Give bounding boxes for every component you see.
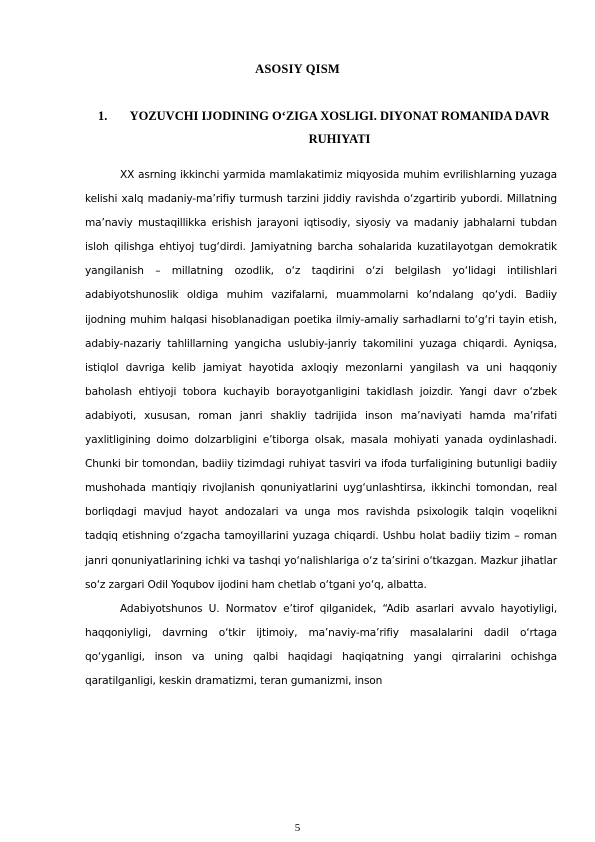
chapter-heading [98, 105, 558, 151]
paragraph: XX asrning ikkinchi yarmida mamlakatimiz miqyosida muhim evrilishlarning yuzaga kelishi xalq madaniy-ma’rifiy turmush tarzini jiddiy ravishda o‘zgartirib yubordi. Millatning ma’naviy mustaqillikka erishish jarayoni iqtisodiy, siyosiy va madaniy jabhalarni tubdan isloh qilishga ehtiyoj tug‘dirdi. Jamiyatning barcha sohalarida kuzatilayotgan demokratik yangilanish – millatning ozodlik, o‘z taqdirini o‘zi belgilash yo‘lidagi intilishlari adabiyotshunoslik oldiga muhim vazifalarni, muammolarni ko‘ndalang qo‘ydi. Badiiy ijodning muhim halqasi hisoblanadigan poetika ilmiy-amaliy sarhadlarni to‘g‘ri tayin etish, adabiy-nazariy tahlillarning yangicha uslubiy-janriy takomilini yuzaga chiqardi. Ayniqsa, istiqlol davriga kelib jamiyat hayotida axloqiy mezonlarni yangilash va uni haqqoniy baholash ehtiyoji tobora kuchayib borayotganligini takidlash joizdir. Yangi davr o‘zbek adabiyoti, xususan, roman janri shakliy tadrijida inson ma’naviyati hamda ma’rifati yaxlitligining doimo dolzarbligini e’tiborga olsak, masala mohiyati yanada oydinlashadi. Chunki bir tomondan, badiiy tizimdagi ruhiyat tasviri va ifoda turfaligining butunligi badiiy mushohada mantiqiy rivojlanish qonuniyatlarini uyg‘unlashtirsa, ikkinchi tomondan, real borliqdagi mavjud hayot andozalari va unga mos ravishda psixologik talqin voqelikni tadqiq etishning o‘zgacha tamoyillarini yuzaga chiqardi. Ushbu holat badiiy tizim – roman janri qonuniyatlarining ichki va tashqi yo‘nalishlariga o‘z ta’sirini o‘tkazgan. Mazkur jihatlar so‘z zargari Odil Yoqubov ijodini ham chetlab o‘tgani yo‘q, albatta. [85, 169, 557, 591]
chapter-title: YOZUVCHI IJODINING O‘ZIGA XOSLIGI. DIYONAT ROMANIDA DAVR RUHIYATI [129, 109, 550, 146]
chapter-number: 1. [98, 109, 108, 123]
body-text [85, 163, 557, 693]
section-title: ASOSIY QISM [255, 62, 340, 76]
page-number: 5 [294, 822, 301, 834]
paragraph: Adabiyotshunos U. Normatov e’tirof qilganidek, “Adib asarlari avvalo hayotiyligi, haqqoniyligi, davrning o‘tkir ijtimoiy, ma’naviy-ma’rifiy masalalarini dadil o‘rtaga qo‘yganligi, inson va uning qalbi haqidagi haqiqatning yangi qirralarini ochishga qaratilganligi, keskin dramatizmi, teran gumanizmi, inson [85, 602, 557, 687]
